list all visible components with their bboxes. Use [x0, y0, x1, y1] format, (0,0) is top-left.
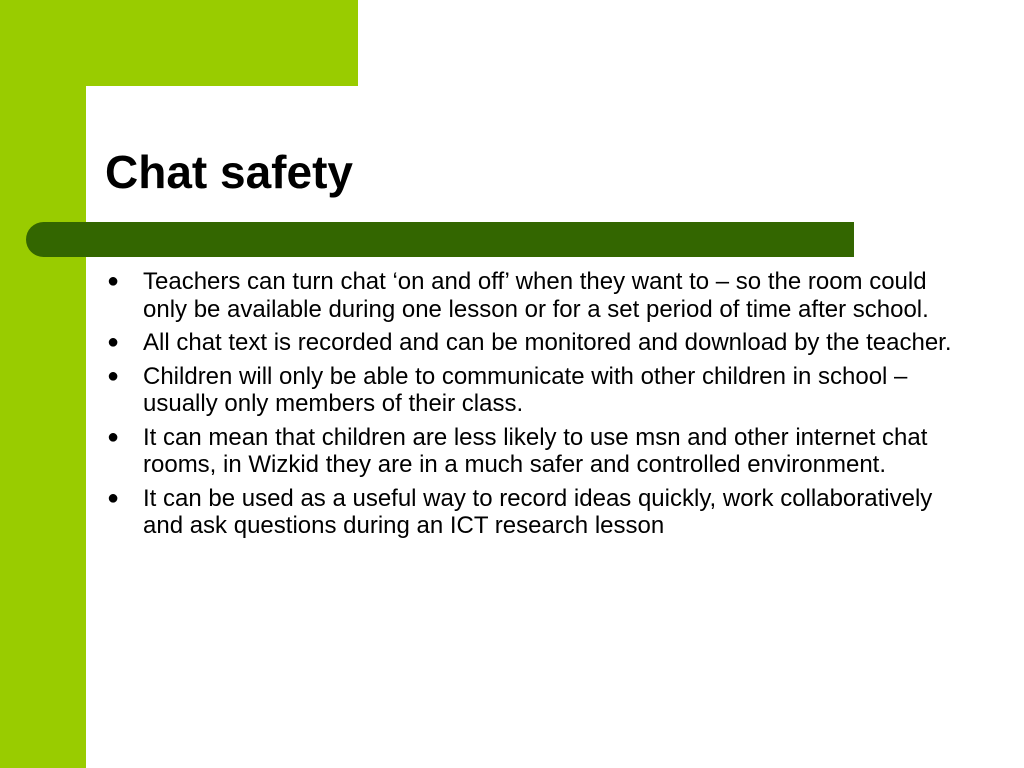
bullet-dot-icon: ●: [107, 331, 120, 353]
green-frame-left: [0, 0, 86, 768]
bullet-dot-icon: ●: [107, 486, 120, 509]
bullet-text: Children will only be able to communicate with other children in school – usually only members of their class.: [143, 362, 908, 417]
bullet-text: It can be used as a useful way to record ideas quickly, work collaboratively and ask questions during an ICT research lesson: [143, 484, 933, 539]
bullet-dot-icon: ●: [107, 425, 120, 448]
bullet-item: [105, 485, 955, 540]
bullet-text: It can mean that children are less likely to use msn and other internet chat rooms, in Wizkid they are in a much safer and controlled environment.: [143, 423, 928, 478]
bullet-dot-icon: ●: [107, 270, 120, 292]
slide-title: Chat safety: [105, 146, 353, 198]
bullet-item: [105, 268, 955, 323]
bullet-dot-icon: ●: [107, 364, 120, 387]
bullet-item: [105, 363, 955, 418]
green-frame-top: [0, 0, 358, 86]
title-underline-bar: [26, 222, 854, 257]
bullet-item: [105, 329, 955, 357]
bullet-list: [105, 268, 955, 546]
bullet-text: All chat text is recorded and can be monitored and download by the teacher.: [143, 329, 952, 356]
bullet-item: [105, 424, 955, 479]
bullet-text: Teachers can turn chat ‘on and off’ when they want to – so the room could only be available during one lesson or for a set period of time after school.: [143, 268, 929, 323]
